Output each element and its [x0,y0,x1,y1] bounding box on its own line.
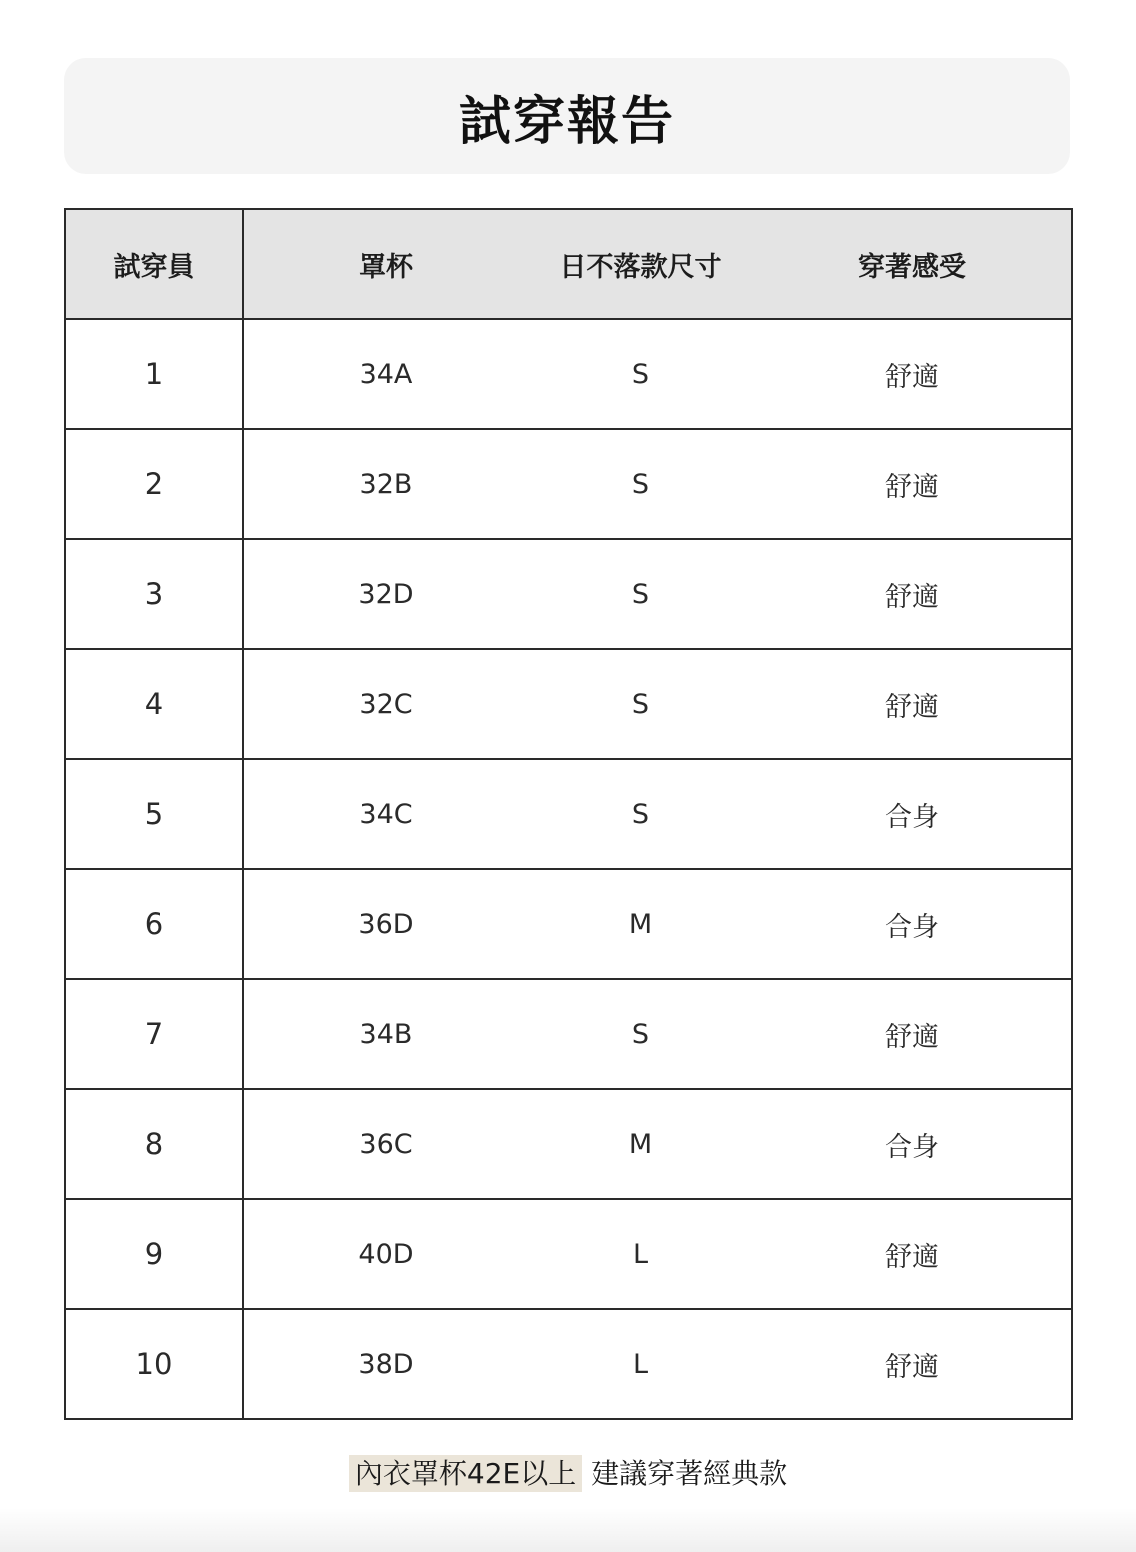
tester-cell: 6 [65,869,243,979]
table-row [65,429,1072,539]
header-tester: 試穿員 [65,209,243,319]
table-row [65,1199,1072,1309]
title-card [64,58,1070,174]
table-row [65,539,1072,649]
feel-cell: 合身 [753,759,1072,869]
bottom-fade [0,1508,1136,1552]
size-cell: L [528,1199,753,1309]
size-cell: S [528,319,753,429]
size-cell: S [528,429,753,539]
footnote-highlight: 內衣罩杯42E以上 [349,1455,582,1492]
size-cell: S [528,539,753,649]
tester-cell: 8 [65,1089,243,1199]
cup-cell: 32C [243,649,528,759]
table-row [65,1309,1072,1419]
table-row [65,319,1072,429]
tester-cell: 5 [65,759,243,869]
size-cell: S [528,979,753,1089]
feel-cell: 舒適 [753,539,1072,649]
footnote [0,1452,1136,1492]
tester-cell: 7 [65,979,243,1089]
cup-cell: 34B [243,979,528,1089]
header-cup: 罩杯 [243,209,528,319]
feel-cell: 合身 [753,1089,1072,1199]
feel-cell: 舒適 [753,1309,1072,1419]
tester-cell: 2 [65,429,243,539]
feel-cell: 舒適 [753,1199,1072,1309]
cup-cell: 36C [243,1089,528,1199]
cup-cell: 34C [243,759,528,869]
size-cell: M [528,1089,753,1199]
page-title: 試穿報告 [458,91,675,152]
feel-cell: 舒適 [753,979,1072,1089]
fitting-report-table [64,208,1073,1420]
size-cell: L [528,1309,753,1419]
size-cell: M [528,869,753,979]
table-row [65,649,1072,759]
tester-cell: 10 [65,1309,243,1419]
header-feel: 穿著感受 [753,209,1072,319]
table-row [65,869,1072,979]
table-row [65,759,1072,869]
tester-cell: 1 [65,319,243,429]
table-row [65,1089,1072,1199]
cup-cell: 32D [243,539,528,649]
tester-cell: 3 [65,539,243,649]
table-row [65,979,1072,1089]
feel-cell: 舒適 [753,429,1072,539]
size-cell: S [528,649,753,759]
cup-cell: 36D [243,869,528,979]
tester-cell: 4 [65,649,243,759]
tester-cell: 9 [65,1199,243,1309]
table-header-row [65,209,1072,319]
size-cell: S [528,759,753,869]
cup-cell: 34A [243,319,528,429]
header-size: 日不落款尺寸 [528,209,753,319]
cup-cell: 32B [243,429,528,539]
footnote-text: 建議穿著經典款 [591,1457,788,1490]
feel-cell: 舒適 [753,649,1072,759]
cup-cell: 38D [243,1309,528,1419]
feel-cell: 舒適 [753,319,1072,429]
feel-cell: 合身 [753,869,1072,979]
cup-cell: 40D [243,1199,528,1309]
